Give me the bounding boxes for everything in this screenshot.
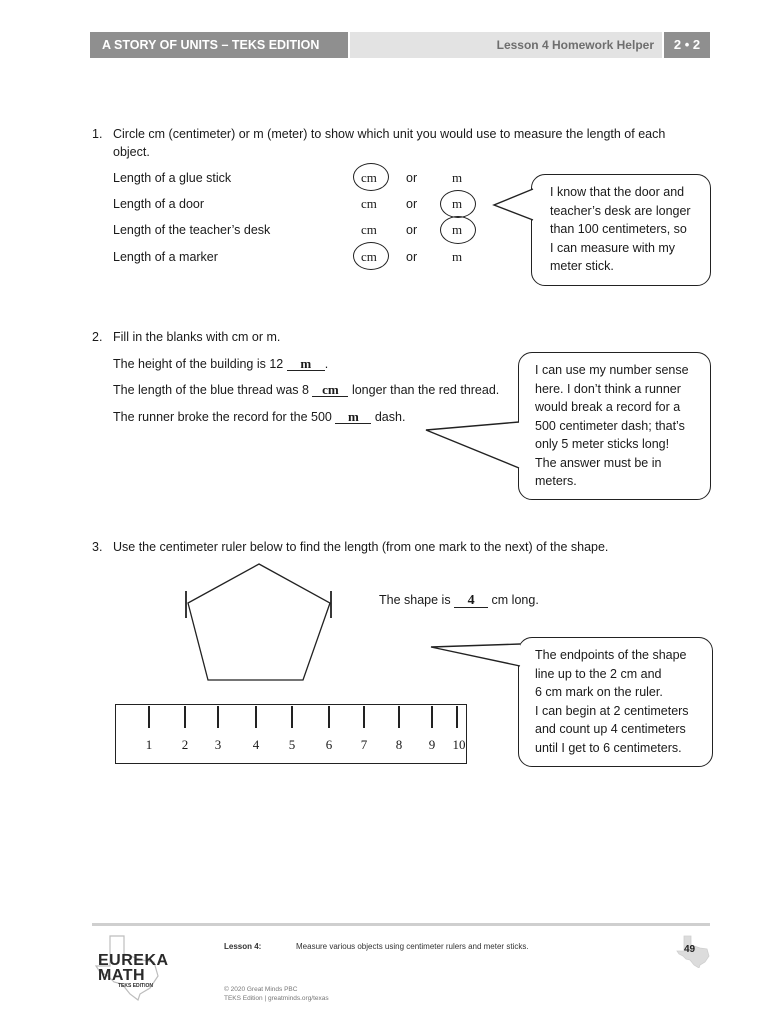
ruler-tick — [456, 706, 458, 728]
answer-circle — [440, 190, 476, 218]
pentagon-shape — [178, 560, 338, 685]
q1-row-label: Length of a door — [113, 197, 205, 211]
q1-speech-bubble: I know that the door and teacher’s desk are longer than 100 centimeters, so I can measure with my meter stick. — [531, 174, 711, 286]
q1-prompt-line2: object. — [113, 145, 150, 159]
q1-or: or — [406, 171, 418, 185]
q3-number: 3. — [92, 540, 103, 554]
q3-prompt: Use the centimeter ruler below to find the length (from one mark to the next) of the shape. — [113, 540, 609, 554]
ruler-number: 9 — [428, 737, 436, 752]
footer-edition: TEKS Edition | greatminds.org/texas — [224, 995, 329, 1002]
q2-sentence-2: The length of the blue thread was 8 cm longer than the red thread. — [113, 382, 500, 397]
page-number: 49 — [684, 944, 696, 955]
q3-bubble-pointer — [428, 640, 522, 670]
q3-speech-bubble: The endpoints of the shape line up to the 2 cm and 6 cm mark on the ruler. I can begin at 2 centimeters and count up 4 centimeters until I get to 6 centimeters. — [518, 637, 713, 767]
ruler-tick — [184, 706, 186, 728]
footer-copyright: © 2020 Great Minds PBC — [224, 986, 298, 993]
q1-option-m: m — [452, 170, 463, 185]
q1-or: or — [406, 197, 418, 211]
ruler-number: 6 — [325, 737, 333, 752]
ruler-tick — [363, 706, 365, 728]
q2-answer-2: cm — [312, 383, 348, 397]
q1-bubble-pointer — [488, 180, 536, 230]
ruler-number: 4 — [252, 737, 260, 752]
ruler-number: 10 — [452, 737, 466, 752]
q1-option-cm: cm — [361, 249, 377, 264]
q3-answer-sentence: The shape is 4 cm long. — [379, 593, 539, 608]
footer-lesson-description: Measure various objects using centimeter rulers and meter sticks. — [296, 942, 529, 951]
ruler-number: 8 — [395, 737, 403, 752]
q1-prompt-line1: Circle cm (centimeter) or m (meter) to show which unit you would use to measure the length of each — [113, 127, 666, 141]
ruler-tick — [398, 706, 400, 728]
ruler-tick — [431, 706, 433, 728]
logo-eureka: EUREKA — [98, 952, 169, 969]
ruler-tick — [328, 706, 330, 728]
q1-number: 1. — [92, 127, 103, 141]
q1-option-cm: cm — [361, 170, 377, 185]
logo-teks-edition: TEKS EDITION — [118, 983, 154, 989]
answer-circle — [440, 216, 476, 244]
header-series-title: A STORY OF UNITS – TEKS EDITION — [90, 32, 348, 58]
q1-option-m: m — [452, 222, 463, 237]
q2-sentence-1: The height of the building is 12 m . — [113, 356, 329, 371]
q1-row-label: Length of the teacher’s desk — [113, 223, 271, 237]
ruler-number: 2 — [181, 737, 189, 752]
ruler-number: 1 — [145, 737, 153, 752]
q2-answer-1: m — [287, 357, 325, 371]
footer-lesson-label: Lesson 4: — [224, 942, 262, 951]
ruler-tick — [291, 706, 293, 728]
q1-option-m: m — [452, 196, 463, 211]
ruler-tick — [217, 706, 219, 728]
q1-option-cm: cm — [361, 196, 377, 211]
ruler-tick — [255, 706, 257, 728]
ruler-tick — [148, 706, 150, 728]
answer-circle — [353, 242, 389, 270]
header-lesson-title: Lesson 4 Homework Helper — [350, 32, 662, 58]
ruler-number: 5 — [288, 737, 296, 752]
q1-row-label: Length of a glue stick — [113, 171, 232, 185]
q1-or: or — [406, 250, 418, 264]
ruler-number: 7 — [360, 737, 368, 752]
q1-or: or — [406, 223, 418, 237]
q1-option-m: m — [452, 249, 463, 264]
q2-sentence-3: The runner broke the record for the 500 m dash. — [113, 409, 406, 424]
logo-math: MATH — [98, 967, 146, 984]
footer-divider — [92, 923, 710, 926]
q2-bubble-pointer — [422, 420, 522, 472]
q1-row-label: Length of a marker — [113, 250, 218, 264]
q2-speech-bubble: I can use my number sense here. I don’t think a runner would break a record for a 500 centimeter dash; that’s only 5 meter sticks long! The answer must be in meters. — [518, 352, 711, 500]
ruler-number: 3 — [214, 737, 222, 752]
header-grade-module: 2 • 2 — [664, 32, 710, 58]
q1-option-cm: cm — [361, 222, 377, 237]
q2-answer-3: m — [335, 410, 371, 424]
q2-number: 2. — [92, 330, 103, 344]
q2-prompt: Fill in the blanks with cm or m. — [113, 330, 281, 344]
q3-answer: 4 — [454, 594, 488, 608]
answer-circle — [353, 163, 389, 191]
